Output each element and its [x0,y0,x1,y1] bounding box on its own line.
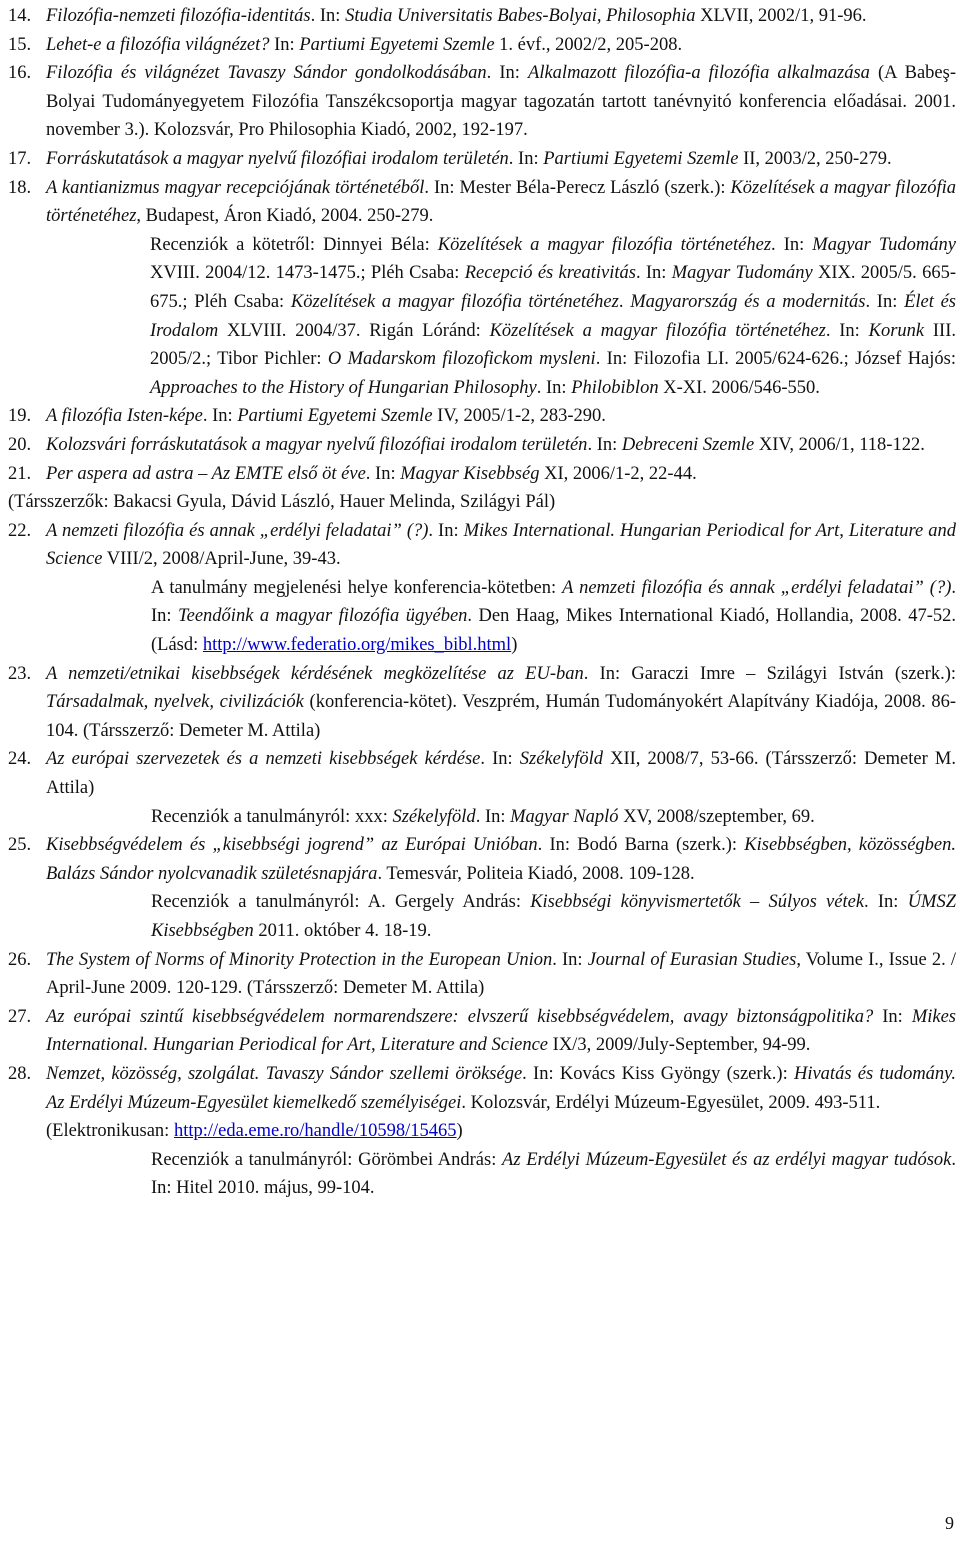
publication-connector: . In: [310,6,346,26]
review-text: XLVIII. 2004/37. Rigán Lóránd: [218,320,490,341]
publication-entry-24 [8,745,956,802]
entry-number: 18. [8,177,32,198]
review-text: . In: Hitel 2010. május, 99-104. [151,1149,956,1199]
publication-entry-20 [8,431,956,460]
review-text: . In: [475,806,511,827]
publication-details: IX/3, 2009/July-September, 94-99. [548,1035,811,1056]
review-venue: Magyar Tudomány [812,234,956,255]
entry-number: 22. [8,520,32,541]
publication-title: The System of Norms of Minority Protection in the European Union [46,949,553,970]
review-note-25 [151,888,956,945]
review-venue: Korunk [868,320,925,341]
review-text: 2011. október 4. 18-19. [253,921,432,941]
publication-venue: Közelítések a magyar filozófia történetéhez [46,177,956,227]
review-work-title: A nemzeti filozófia és annak „erdélyi feladatai” (?) [562,577,952,598]
review-venue: Philobiblon [571,377,659,398]
review-text: Recenziók a tanulmányról: Görömbei András: [151,1149,503,1170]
publication-connector: . In: Mester Béla-Perecz László (szerk.): [424,177,731,198]
review-text: . [618,291,631,312]
publication-venue: Mikes International. Hungarian Periodical for Art, Literature and Science [46,520,956,570]
publication-details: . Temesvár, Politeia Kiadó, 2008. 109-128. [377,863,695,884]
publication-details: IV, 2005/1-2, 283-290. [432,406,606,427]
review-text: . In: [151,577,956,627]
publication-venue: Partiumi Egyetemi Szemle [543,148,739,169]
entry-number: 24. [8,749,32,770]
publication-connector: . In: Bodó Barna (szerk.): [537,835,745,856]
publication-connector: In: [873,1006,912,1027]
publication-details: , Budapest, Áron Kiadó, 2004. 250-279. [136,206,434,227]
publication-details: XII, 2008/7, 53-66. (Társszerző: Demeter M. Attila) [46,749,956,799]
publication-title: A kantianizmus magyar recepciójának történetéből [46,177,425,198]
review-text: III. 2005/2.; Tibor Pichler: [150,320,957,370]
review-text: . In: Filozofia LI. 2005/624-626.; József Hajós: [595,349,957,370]
publication-title: Forráskutatások a magyar nyelvű filozófiai irodalom területén [46,148,509,169]
entry-number: 14. [8,6,32,26]
review-work-title: Közelítések a magyar filozófia történetéhez [489,320,826,341]
review-work-title: Az Erdélyi Múzeum-Egyesület és az erdélyi magyar tudósok [502,1149,952,1170]
entry-number: 17. [8,148,32,169]
review-text: ) [511,635,518,656]
publication-venue: Kisebbségben, közösségben. Balázs Sándor nyolcvanadik születésnapjára [46,835,957,884]
review-note-24 [151,803,956,832]
publication-entry-16 [8,59,956,145]
publication-entry-18 [8,174,956,231]
publication-title: A nemzeti/etnikai kisebbségek kérdésének megközelítése az EU-ban [46,663,584,684]
publication-venue: Társadalmak, nyelvek, civilizációk [46,692,304,713]
publication-venue: Mikes International. Hungarian Periodical for Art, Literature and Science [46,1006,956,1056]
review-venue: ÚMSZ Kisebbségben [151,892,956,941]
electronic-access-note [46,1121,463,1141]
publication-entry-26 [8,946,956,1003]
review-text: Recenziók a tanulmányról: A. Gergely András: [151,892,531,913]
publication-venue: Alkalmazott filozófia-a filozófia alkalmazása [528,63,870,84]
entry-number: 25. [8,835,32,856]
review-note-18 [150,231,956,403]
review-text: . In: [865,291,905,312]
review-work-title: Kisebbségi könyvismertetők – Súlyos vétek [530,892,865,913]
entry-number: 15. [8,34,32,55]
review-work-title: Közelítések a magyar filozófia történetéhez [290,291,619,312]
publication-title: Filozófia és világnézet Tavaszy Sándor gondolkodásában [46,63,487,84]
publication-venue: Studia Universitatis Babes-Bolyai, Philosophia [345,6,696,26]
publication-details: VIII/2, 2008/April-June, 39-43. [102,549,341,570]
publication-title: Kolozsvári forráskutatások a magyar nyelvű filozófiai irodalom területén [46,434,588,455]
review-work-title: Közelítések a magyar filozófia történetéhez [437,234,772,255]
review-venue: Magyar Napló [510,806,619,827]
mikes-bibliography-link[interactable]: http://www.federatio.org/mikes_bibl.html [202,635,512,656]
publication-connector: In: [269,34,300,55]
review-text: XVIII. 2004/12. 1473-1475.; Pléh Csaba: [150,263,465,284]
publication-details: XIV, 2006/1, 118-122. [754,434,925,455]
review-text: A tanulmány megjelenési helye konferencia-kötetben: [151,577,563,598]
review-text: XV, 2008/szeptember, 69. [618,806,815,827]
publication-title: Kisebbségvédelem és „kisebbségi jogrend” az Európai Unióban [46,835,538,856]
review-text: . In: [536,377,572,398]
publication-venue: Journal of Eurasian Studies [587,949,797,970]
publication-title: Az európai szintű kisebbségvédelem normarendszere: elvszerű kisebbségvédelem, avagy biztonságpolitika? [46,1006,874,1027]
publication-connector: . In: [508,148,544,169]
review-text: . In: [864,892,908,913]
review-text: . In: [635,263,672,284]
publication-entry-14 [8,2,956,31]
publication-connector: . In: Kovács Kiss Gyöngy (szerk.): [522,1063,794,1084]
publication-entry-17 [8,145,956,174]
publication-details: II, 2003/2, 250-279. [738,148,892,169]
publication-details: (A Babeş-Bolyai Tudományegyetem Filozófia Tanszékcsoportja magyar tagozatán tartott tanévnyitó konferencia előadásai. 2001. november 3.). Kolozsvár, Pro Philosophia Kiadó, 2002, 192-197. [46,63,956,141]
review-work-title: Approaches to the History of Hungarian Philosophy [150,377,537,398]
publication-details: XI, 2006/1-2, 22-44. [539,463,697,484]
publication-venue: Hivatás és tudomány. Az Erdélyi Múzeum-Egyesület kiemelkedő személyiségei [46,1063,956,1113]
review-text: Recenziók a tanulmányról: xxx: [151,806,393,827]
entry-number: 20. [8,434,32,455]
publication-details: XLVII, 2002/1, 91-96. [695,6,867,26]
review-work-title: Teendőink a magyar filozófia ügyében [178,606,468,627]
review-work-title: Székelyföld [392,806,476,827]
publication-details: , Volume I., Issue 2. / April-June 2009. 120-129. (Társszerző: Demeter M. Attila) [46,949,956,999]
entry-number: 19. [8,406,32,427]
review-text: X-XI. 2006/546-550. [658,377,820,398]
entry-number: 28. [8,1063,32,1084]
publication-entry-21 [8,460,956,489]
publication-connector: . In: [480,749,520,770]
publication-title: Filozófia-nemzeti filozófia-identitás [46,6,311,26]
entry-number: 26. [8,949,32,970]
publication-title: A filozófia Isten-képe [46,406,203,427]
publication-title: Lehet-e a filozófia világnézet? [46,34,270,55]
review-text: XIX. 2005/5. 665-675.; Pléh Csaba: [150,263,956,312]
page-number: 9 [945,1513,954,1533]
publication-venue: Partiumi Egyetemi Szemle [237,406,433,427]
review-text: Recenziók a kötetről: Dinnyei Béla: [150,234,438,255]
publication-venue: Magyar Kisebbség [400,463,540,484]
publication-title: Per aspera ad astra – Az EMTE első öt éve [46,463,366,484]
electronic-text: ) [456,1121,463,1142]
publication-entry-19 [8,402,956,431]
publication-connector: . In: [365,463,401,484]
review-text: . In: [825,320,869,341]
review-note-28 [151,1146,956,1203]
publication-list [8,2,956,1203]
publication-details: 1. évf., 2002/2, 205-208. [494,34,683,55]
review-text: . In: [771,234,813,255]
review-work-title: O Madarskom filozofickom mysleni [327,349,596,370]
publication-entry-25 [8,831,956,888]
publication-title: A nemzeti filozófia és annak „erdélyi feladatai” (?) [46,520,429,541]
publication-entry-27 [8,1003,956,1060]
publication-connector: . In: [202,406,238,427]
entry-number: 27. [8,1006,32,1027]
coauthors-note-21: (Társszerzők: Bakacsi Gyula, Dávid László, Hauer Melinda, Szilágyi Pál) [8,492,556,513]
publication-details: (konferencia-kötet). Veszprém, Humán Tudományokért Alapítvány Kiadója, 2008. 86-104. (Társszerző: Demeter M. Attila) [46,692,956,741]
review-venue: Magyar Tudomány [671,263,813,284]
eda-handle-link[interactable]: http://eda.eme.ro/handle/10598/15465 [173,1121,457,1142]
review-work-title: Magyarország és a modernitás [630,291,866,312]
entry-number: 16. [8,63,32,84]
entry-number: 21. [8,463,32,484]
review-text: . Den Haag, Mikes International Kiadó, Hollandia, 2008. 47-52. (Lásd: [151,606,956,656]
review-venue: Élet és Irodalom [150,291,956,341]
publication-connector: . In: [486,63,529,84]
publication-entry-23 [8,660,956,746]
publication-title: Nemzet, közösség, szolgálat. Tavaszy Sándor szellemi öröksége [46,1063,523,1084]
publication-venue: Partiumi Egyetemi Szemle [299,34,495,55]
publication-connector: . In: Garaczi Imre – Szilágyi István (szerk.): [583,663,956,684]
publication-connector: . In: [428,520,464,541]
entry-number: 23. [8,663,32,684]
publication-details: . Kolozsvár, Erdélyi Múzeum-Egyesület, 2009. 493-511. [461,1092,881,1113]
publication-title: Az európai szervezetek és a nemzeti kisebbségek kérdése [46,749,481,770]
publication-venue: Székelyföld [519,749,603,770]
review-work-title: Recepció és kreativitás [464,263,636,284]
publication-entry-22 [8,517,956,574]
review-note-22 [151,574,956,660]
electronic-text: (Elektronikusan: [46,1121,174,1142]
publication-connector: . In: [587,434,622,455]
publication-entry-28 [8,1060,956,1146]
publication-venue: Debreceni Szemle [621,434,755,455]
publication-connector: . In: [552,949,588,970]
publication-entry-15 [8,31,956,60]
